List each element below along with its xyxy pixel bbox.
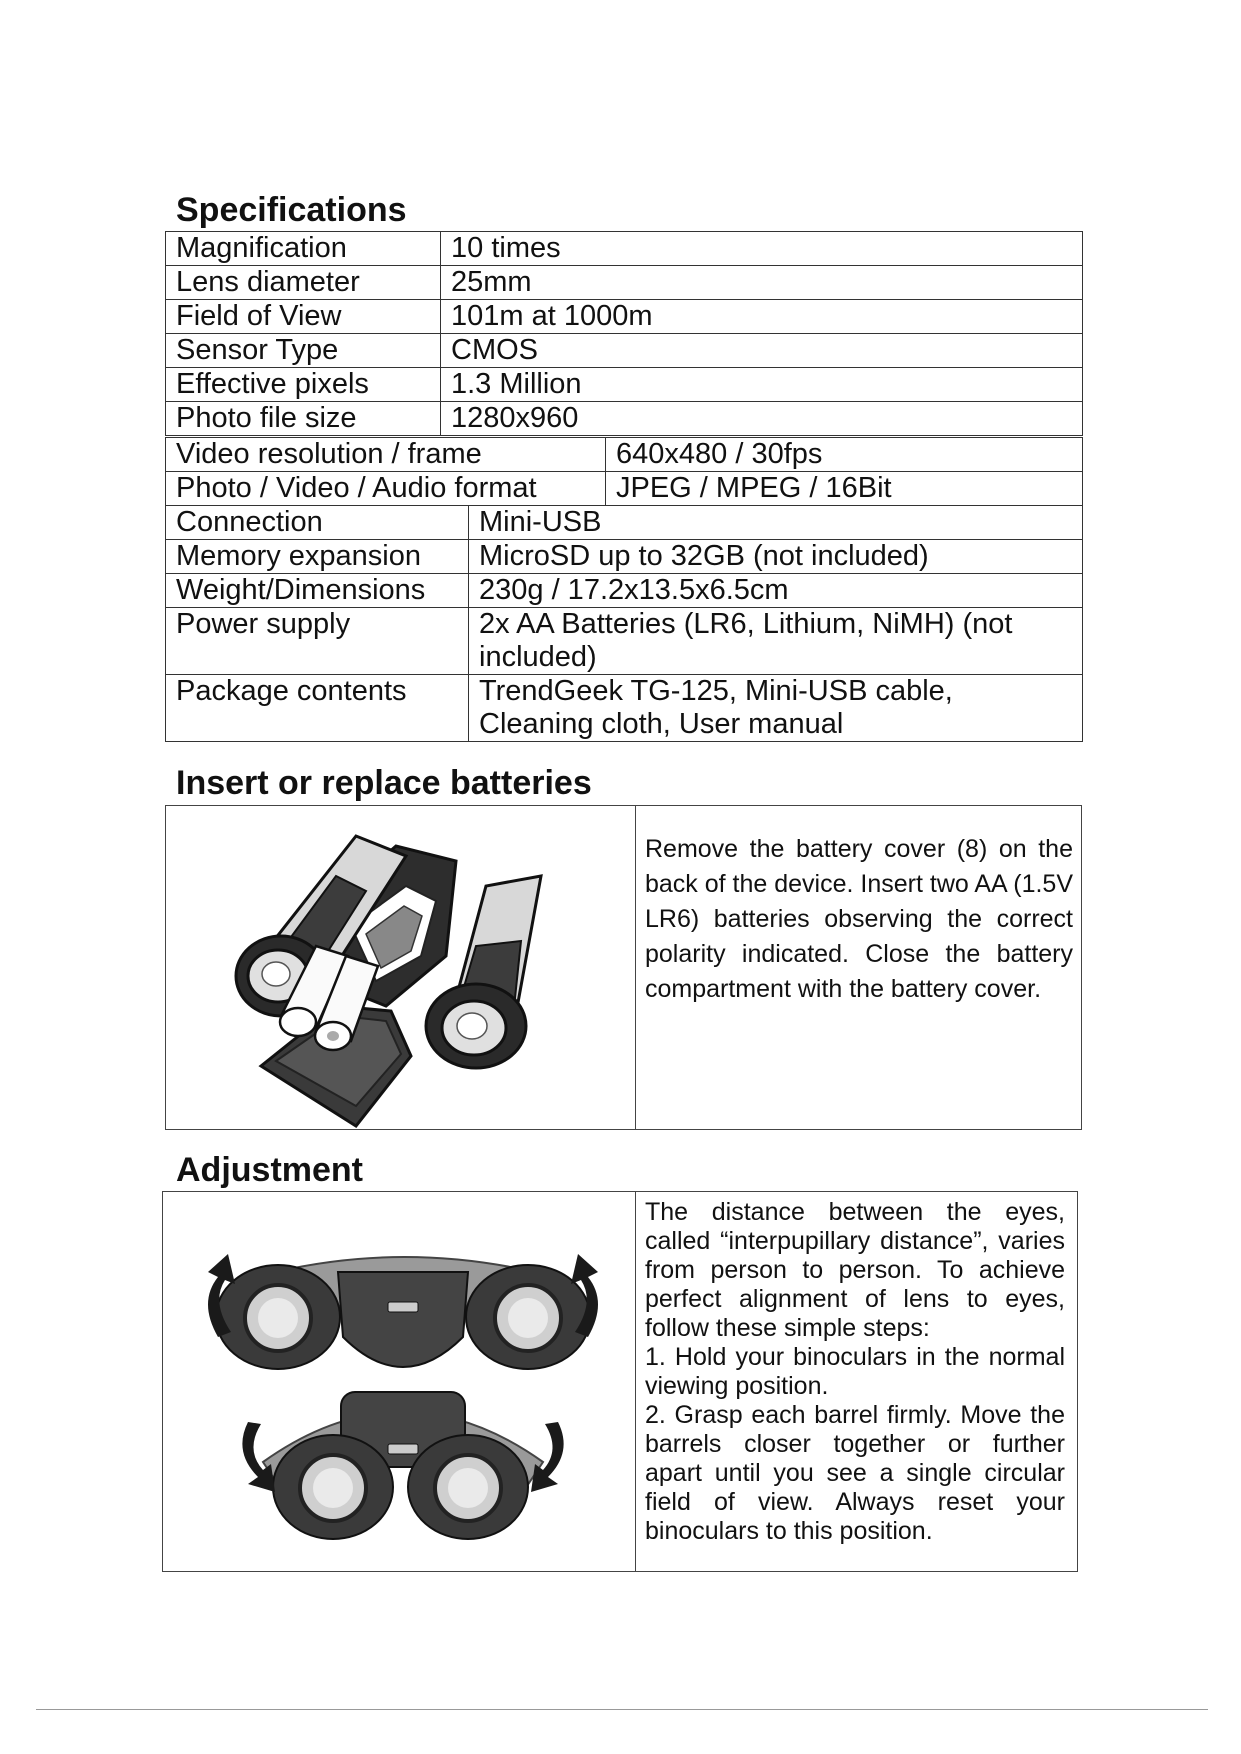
batteries-instructions: Remove the battery cover (8) on the back of the device. Insert two AA (1.5V LR6) batteries observing the correct polarity indicated. Close the battery compartment with the battery cover. <box>645 835 1074 1003</box>
table-row <box>166 472 1083 506</box>
spec-label: Weight/Dimensions <box>166 574 469 608</box>
adjustment-step-1: 1. Hold your binoculars in the normal viewing position. <box>645 1343 1065 1400</box>
adjustment-heading: Adjustment <box>176 1151 363 1189</box>
table-row <box>166 506 1083 540</box>
spec-value: JPEG / MPEG / 16Bit <box>606 472 1083 506</box>
spec-value: 101m at 1000m <box>441 300 1083 334</box>
spec-label: Lens diameter <box>166 266 441 300</box>
spec-table-basic <box>165 231 1083 436</box>
spec-value: MicroSD up to 32GB (not included) <box>469 540 1083 574</box>
table-row <box>166 438 1083 472</box>
spec-label: Connection <box>166 506 469 540</box>
spec-label: Power supply <box>166 608 469 675</box>
table-row <box>166 608 1083 675</box>
spec-value: 1280x960 <box>441 402 1083 436</box>
table-row <box>166 266 1083 300</box>
spec-label: Field of View <box>166 300 441 334</box>
adjustment-instructions <box>635 1192 1077 1546</box>
spec-table-general <box>165 505 1083 742</box>
spec-table-media <box>165 437 1083 506</box>
table-row <box>166 334 1083 368</box>
specifications-heading: Specifications <box>176 191 407 229</box>
table-row <box>166 540 1083 574</box>
adjustment-intro-text: The distance between the eyes, called “interpupillary distance”, varies from person to person. To achieve perfect alignment of lens to eyes, follow these simple steps: <box>645 1198 1065 1342</box>
binoculars-battery-image <box>166 806 636 1128</box>
batteries-heading: Insert or replace batteries <box>176 764 592 802</box>
spec-label: Photo file size <box>166 402 441 436</box>
spec-label: Package contents <box>166 675 469 742</box>
table-row <box>166 300 1083 334</box>
spec-label: Effective pixels <box>166 368 441 402</box>
spec-value: Mini-USB <box>469 506 1083 540</box>
table-row <box>166 402 1083 436</box>
spec-value: 1.3 Million <box>441 368 1083 402</box>
spec-label: Sensor Type <box>166 334 441 368</box>
spec-label: Magnification <box>166 232 441 266</box>
table-row <box>166 574 1083 608</box>
spec-label: Photo / Video / Audio format <box>166 472 606 506</box>
adjustment-illustration <box>163 1192 635 1571</box>
spec-value: 2x AA Batteries (LR6, Lithium, NiMH) (not included) <box>469 608 1083 675</box>
table-row <box>166 675 1083 742</box>
interpupillary-adjustment-image <box>163 1192 635 1570</box>
adjustment-section-box <box>162 1191 1078 1572</box>
spec-label: Memory expansion <box>166 540 469 574</box>
spec-value: TrendGeek TG-125, Mini-USB cable, Cleaning cloth, User manual <box>469 675 1083 742</box>
spec-value: 10 times <box>441 232 1083 266</box>
adjustment-step-2: 2. Grasp each barrel firmly. Move the barrels closer together or further apart until you see a single circular field of view. Always reset your binoculars to this position. <box>645 1401 1065 1545</box>
spec-value: 640x480 / 30fps <box>606 438 1083 472</box>
table-row <box>166 368 1083 402</box>
page-footer-rule <box>36 1709 1208 1710</box>
spec-label: Video resolution / frame <box>166 438 606 472</box>
spec-value: 25mm <box>441 266 1083 300</box>
spec-value: 230g / 17.2x13.5x6.5cm <box>469 574 1083 608</box>
battery-illustration <box>166 806 636 1129</box>
table-row <box>166 232 1083 266</box>
spec-value: CMOS <box>441 334 1083 368</box>
batteries-section-box <box>165 805 1082 1130</box>
